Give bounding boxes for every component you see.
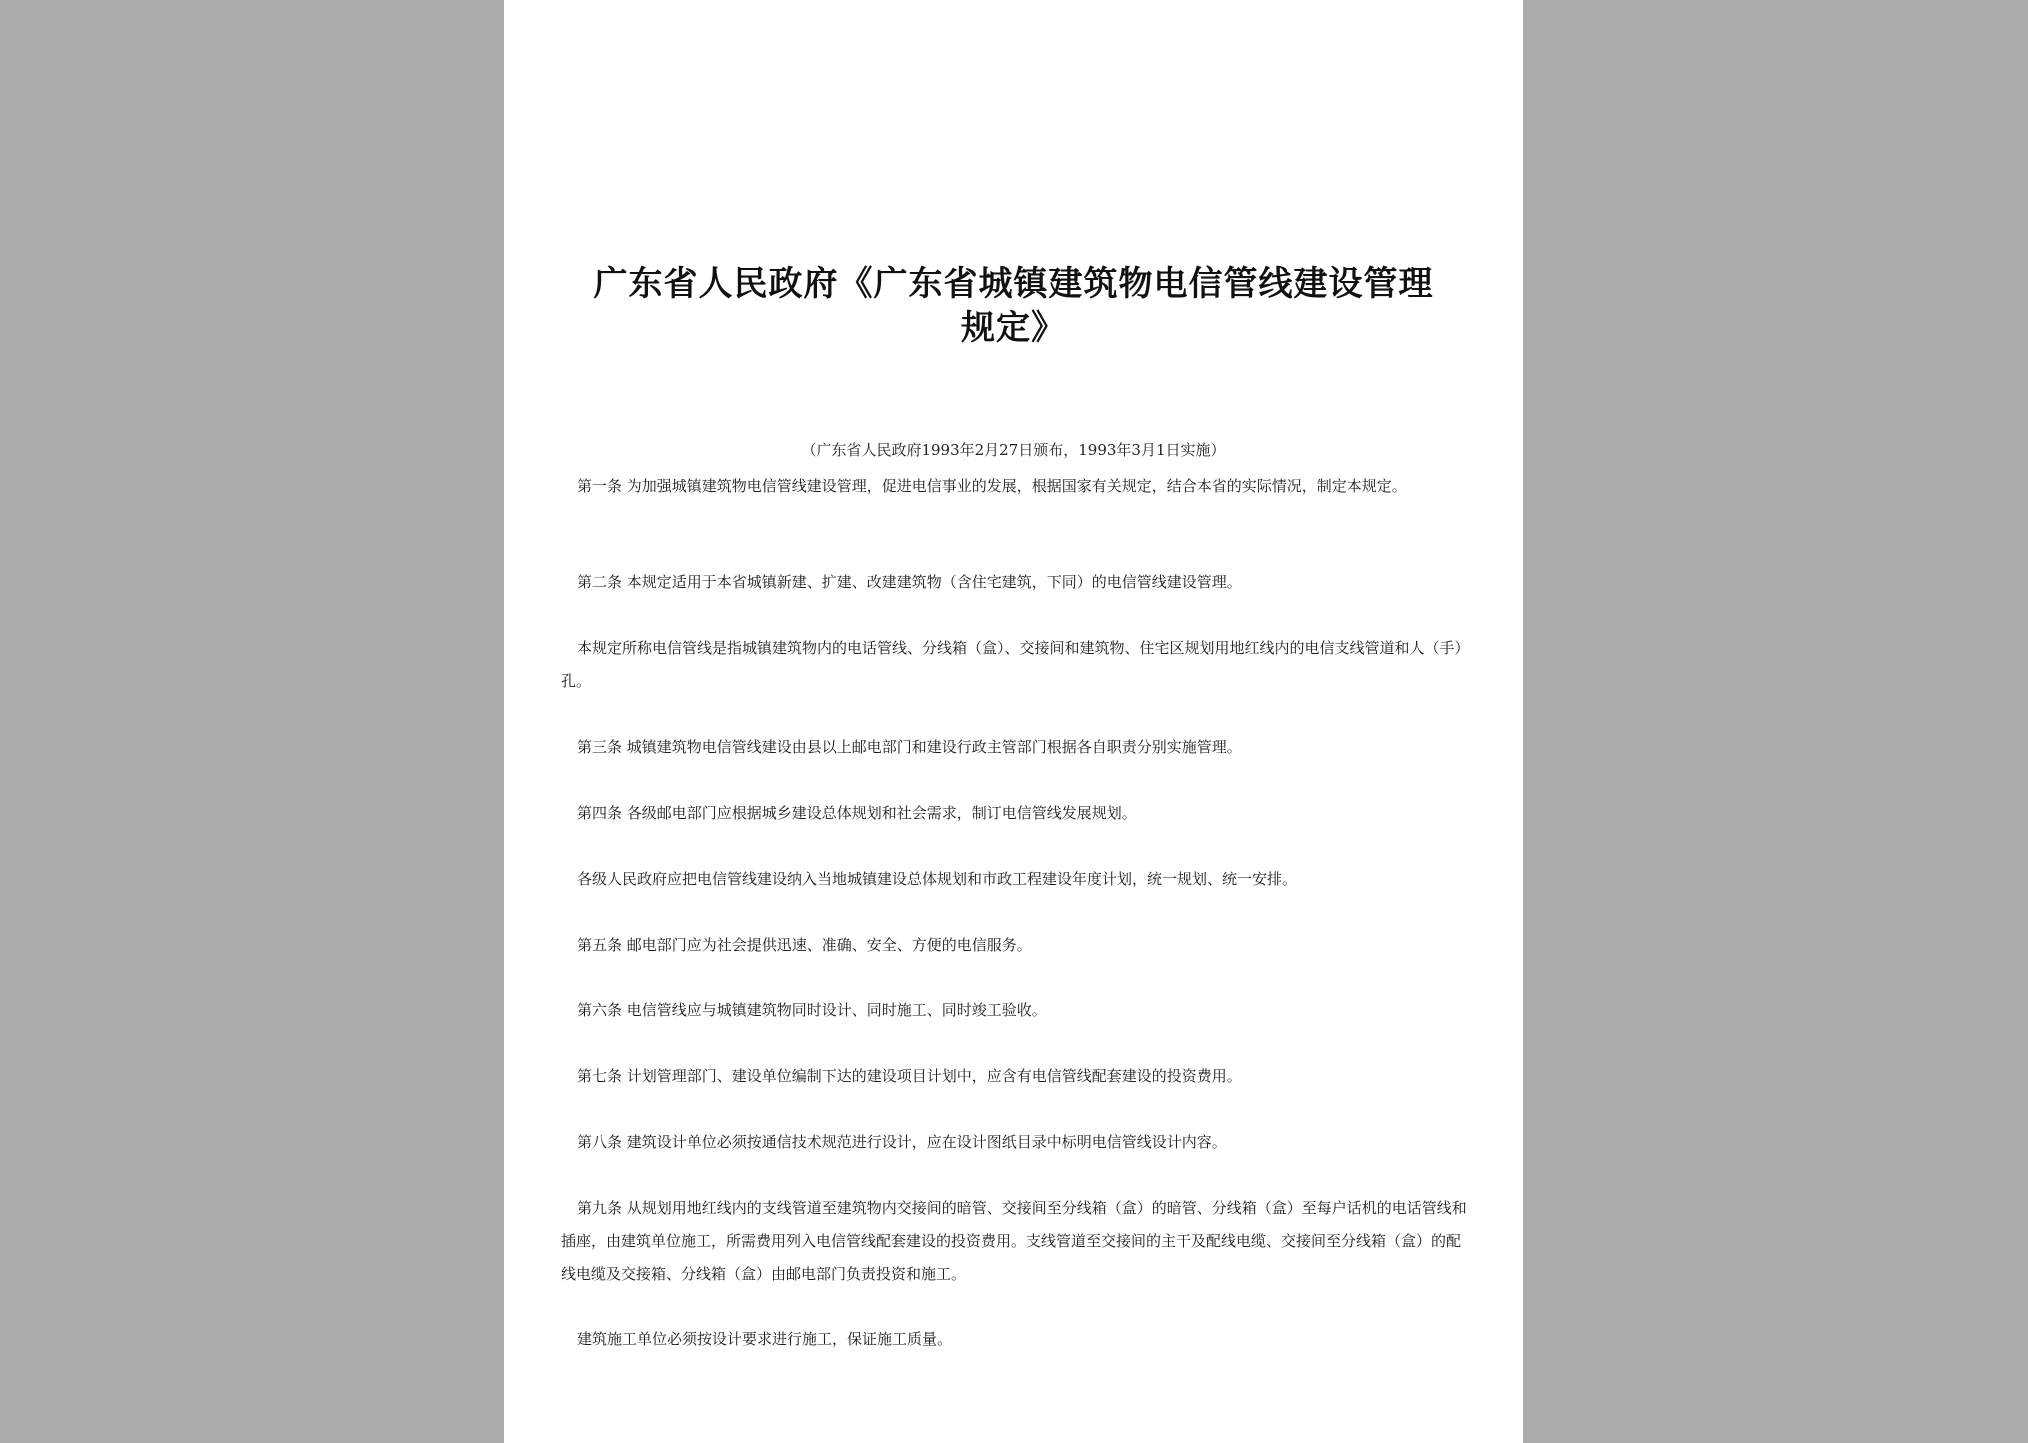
- document-title: [504, 262, 1523, 350]
- article-3: 第三条 城镇建筑物电信管线建设由县以上邮电部门和建设行政主管部门根据各自职责分别实施管理。: [577, 738, 1242, 756]
- article-6: 第六条 电信管线应与城镇建筑物同时设计、同时施工、同时竣工验收。: [577, 1001, 1047, 1019]
- article-7: 第七条 计划管理部门、建设单位编制下达的建设项目计划中，应含有电信管线配套建设的投资费用。: [577, 1067, 1242, 1085]
- article-9: 第九条 从规划用地红线内的支线管道至建筑物内交接间的暗管、交接间至分线箱（盒）的暗管、分线箱（盒）至每户话机的电话管线和插座，由建筑单位施工，所需费用列入电信管线配套建设的投资费用。支线管道至交接间的主干及配线电缆、交接间至分线箱（盒）的配线电缆及交接箱、分线箱（盒）由邮电部门负责投资和施工。: [561, 1199, 1467, 1283]
- title-line-1: 广东省人民政府《广东省城镇建筑物电信管线建设管理: [593, 264, 1434, 304]
- article-4-paragraph-2: 各级人民政府应把电信管线建设纳入当地城镇建设总体规划和市政工程建设年度计划，统一规划、统一安排。: [577, 870, 1298, 888]
- article-8: 第八条 建筑设计单位必须按通信技术规范进行设计，应在设计图纸目录中标明电信管线设计内容。: [577, 1133, 1227, 1151]
- title-line-2: 规定》: [961, 308, 1066, 348]
- article-1: 第一条 为加强城镇建筑物电信管线建设管理，促进电信事业的发展，根据国家有关规定，结合本省的实际情况，制定本规定。: [577, 477, 1407, 495]
- article-2-definition: 本规定所称电信管线是指城镇建筑物内的电话管线、分线箱（盒）、交接间和建筑物、住宅区规划用地红线内的电信支线管道和人（手）孔。: [561, 639, 1470, 690]
- article-2: 第二条 本规定适用于本省城镇新建、扩建、改建建筑物（含住宅建筑，下同）的电信管线建设管理。: [577, 573, 1242, 591]
- article-9-paragraph-2: 建筑施工单位必须按设计要求进行施工，保证施工质量。: [577, 1330, 953, 1348]
- article-5: 第五条 邮电部门应为社会提供迅速、准确、安全、方便的电信服务。: [577, 936, 1032, 954]
- article-4: 第四条 各级邮电部门应根据城乡建设总体规划和社会需求，制订电信管线发展规划。: [577, 804, 1137, 822]
- promulgation-note: （广东省人民政府1993年2月27日颁布，1993年3月1日实施）: [801, 441, 1226, 459]
- document-page: [504, 0, 1523, 1443]
